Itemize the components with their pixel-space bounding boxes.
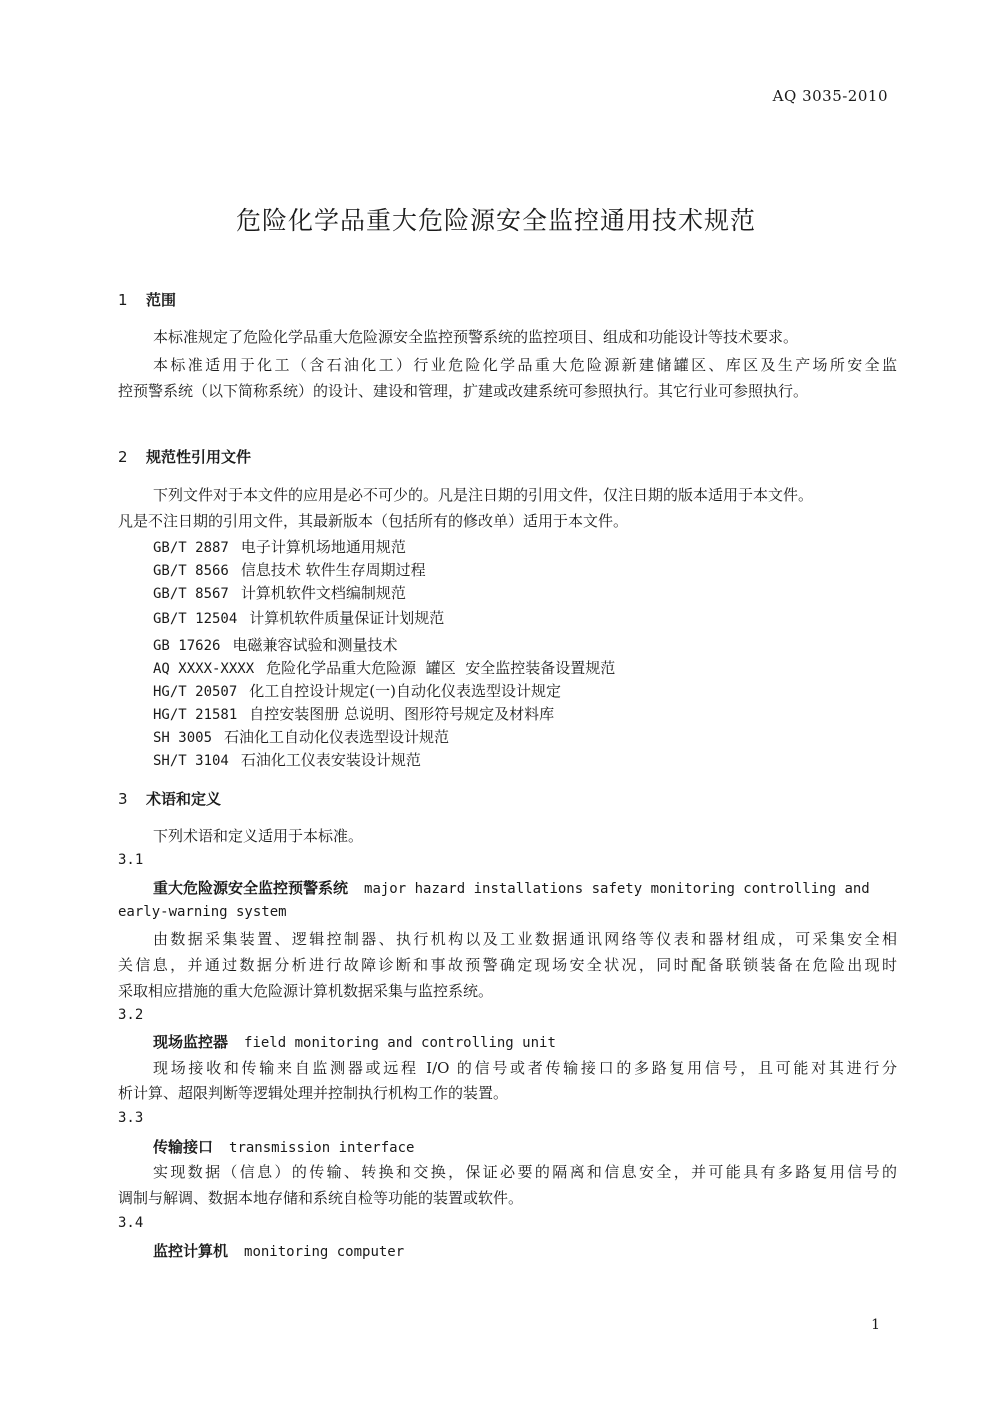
reference-title: 石油化工仪表安装设计规范 [240, 751, 421, 769]
reference-title: 电磁兼容试验和测量技术 [232, 636, 398, 654]
reference-title: 危险化学品重大危险源 罐区 安全监控装备设置规范 [266, 659, 616, 677]
term-chinese: 重大危险源安全监控预警系统 [153, 879, 349, 897]
clause-number: 3.3 [118, 1110, 144, 1126]
section-1-paragraph-1: 本标准规定了危险化学品重大危险源安全监控预警系统的监控项目、组成和功能设计等技术要求。 [153, 328, 799, 346]
reference-title: 电子计算机场地通用规范 [240, 538, 406, 556]
reference-title: 石油化工自动化仪表选型设计规范 [224, 728, 450, 746]
term-english-continued: early-warning system [118, 904, 287, 920]
definition-line: 采取相应措施的重大危险源计算机数据采集与监控系统。 [118, 982, 494, 1000]
definition-line: 实现数据（信息）的传输、转换和交换，保证必要的隔离和信息安全，并可能具有多路复用信号的 [153, 1163, 897, 1181]
reference-title: 信息技术 软件生存周期过程 [240, 561, 426, 579]
term-heading [153, 1136, 414, 1157]
reference-item [153, 634, 397, 655]
reference-code: GB/T 8566 [153, 563, 229, 579]
reference-title: 计算机软件质量保证计划规范 [249, 609, 445, 627]
term-heading [153, 1240, 404, 1261]
term-english: major hazard installations safety monitoring controlling and [364, 881, 870, 897]
section-number: 1 [118, 291, 128, 309]
section-title: 范围 [146, 291, 177, 309]
term-chinese: 传输接口 [153, 1138, 214, 1156]
section-number: 2 [118, 448, 128, 466]
section-1-paragraph-2-line-2: 控预警系统（以下简称系统）的设计、建设和管理，扩建或改建系统可参照执行。其它行业可参照执行。 [118, 382, 809, 400]
reference-item [153, 657, 615, 678]
page-number: 1 [871, 1317, 880, 1333]
reference-item [153, 607, 444, 628]
reference-code: GB/T 12504 [153, 611, 238, 627]
reference-code: GB/T 8567 [153, 586, 229, 602]
section-number: 3 [118, 790, 128, 808]
reference-code: SH 3005 [153, 730, 213, 746]
reference-code: GB/T 2887 [153, 540, 229, 556]
clause-number: 3.2 [118, 1007, 144, 1023]
reference-item [153, 536, 406, 557]
reference-code: HG/T 21581 [153, 707, 238, 723]
section-2-paragraph-line-1: 下列文件对于本文件的应用是必不可少的。凡是注日期的引用文件，仅注日期的版本适用于本文件。 [153, 486, 814, 504]
section-title: 规范性引用文件 [146, 448, 252, 466]
reference-title: 自控安装图册 总说明、图形符号规定及材料库 [249, 705, 555, 723]
reference-item [153, 749, 421, 770]
section-3-intro: 下列术语和定义适用于本标准。 [153, 827, 364, 845]
term-heading [153, 877, 870, 898]
term-english: transmission interface [229, 1140, 415, 1156]
reference-code: SH/T 3104 [153, 753, 229, 769]
section-3-heading [118, 788, 221, 809]
definition-line: 析计算、超限判断等逻辑处理并控制执行机构工作的装置。 [118, 1084, 509, 1102]
reference-item [153, 703, 554, 724]
definition-line: 关信息，并通过数据分析进行故障诊断和事故预警确定现场安全状况，同时配备联锁装备在危险出现时 [118, 956, 897, 974]
reference-item [153, 726, 449, 747]
reference-code: GB 17626 [153, 638, 221, 654]
clause-number: 3.4 [118, 1215, 144, 1231]
standard-code: AQ 3035-2010 [772, 87, 888, 105]
reference-title: 计算机软件文档编制规范 [240, 584, 406, 602]
section-2-heading [118, 446, 251, 467]
reference-item [153, 559, 426, 580]
section-title: 术语和定义 [146, 790, 222, 808]
definition-line: 调制与解调、数据本地存储和系统自检等功能的装置或软件。 [118, 1189, 524, 1207]
term-heading [153, 1031, 556, 1052]
reference-code: HG/T 20507 [153, 684, 238, 700]
term-chinese: 监控计算机 [153, 1242, 229, 1260]
clause-number: 3.1 [118, 852, 144, 868]
reference-code: AQ XXXX-XXXX [153, 661, 255, 677]
reference-item [153, 680, 561, 701]
term-english: monitoring computer [244, 1244, 405, 1260]
reference-item [153, 582, 406, 603]
section-1-paragraph-2-line-1: 本标准适用于化工（含石油化工）行业危险化学品重大危险源新建储罐区、库区及生产场所安全监 [153, 356, 897, 374]
section-2-paragraph-line-2: 凡是不注日期的引用文件，其最新版本（包括所有的修改单）适用于本文件。 [118, 512, 629, 530]
definition-line: 现场接收和传输来自监测器或远程 I/O 的信号或者传输接口的多路复用信号，且可能对其进行分 [153, 1059, 897, 1077]
definition-line: 由数据采集装置、逻辑控制器、执行机构以及工业数据通讯网络等仪表和器材组成，可采集安全相 [153, 930, 897, 948]
term-chinese: 现场监控器 [153, 1033, 229, 1051]
document-title: 危险化学品重大危险源安全监控通用技术规范 [235, 206, 756, 235]
reference-title: 化工自控设计规定(一)自动化仪表选型设计规定 [249, 682, 562, 700]
term-english: field monitoring and controlling unit [244, 1035, 556, 1051]
section-1-heading [118, 289, 176, 310]
